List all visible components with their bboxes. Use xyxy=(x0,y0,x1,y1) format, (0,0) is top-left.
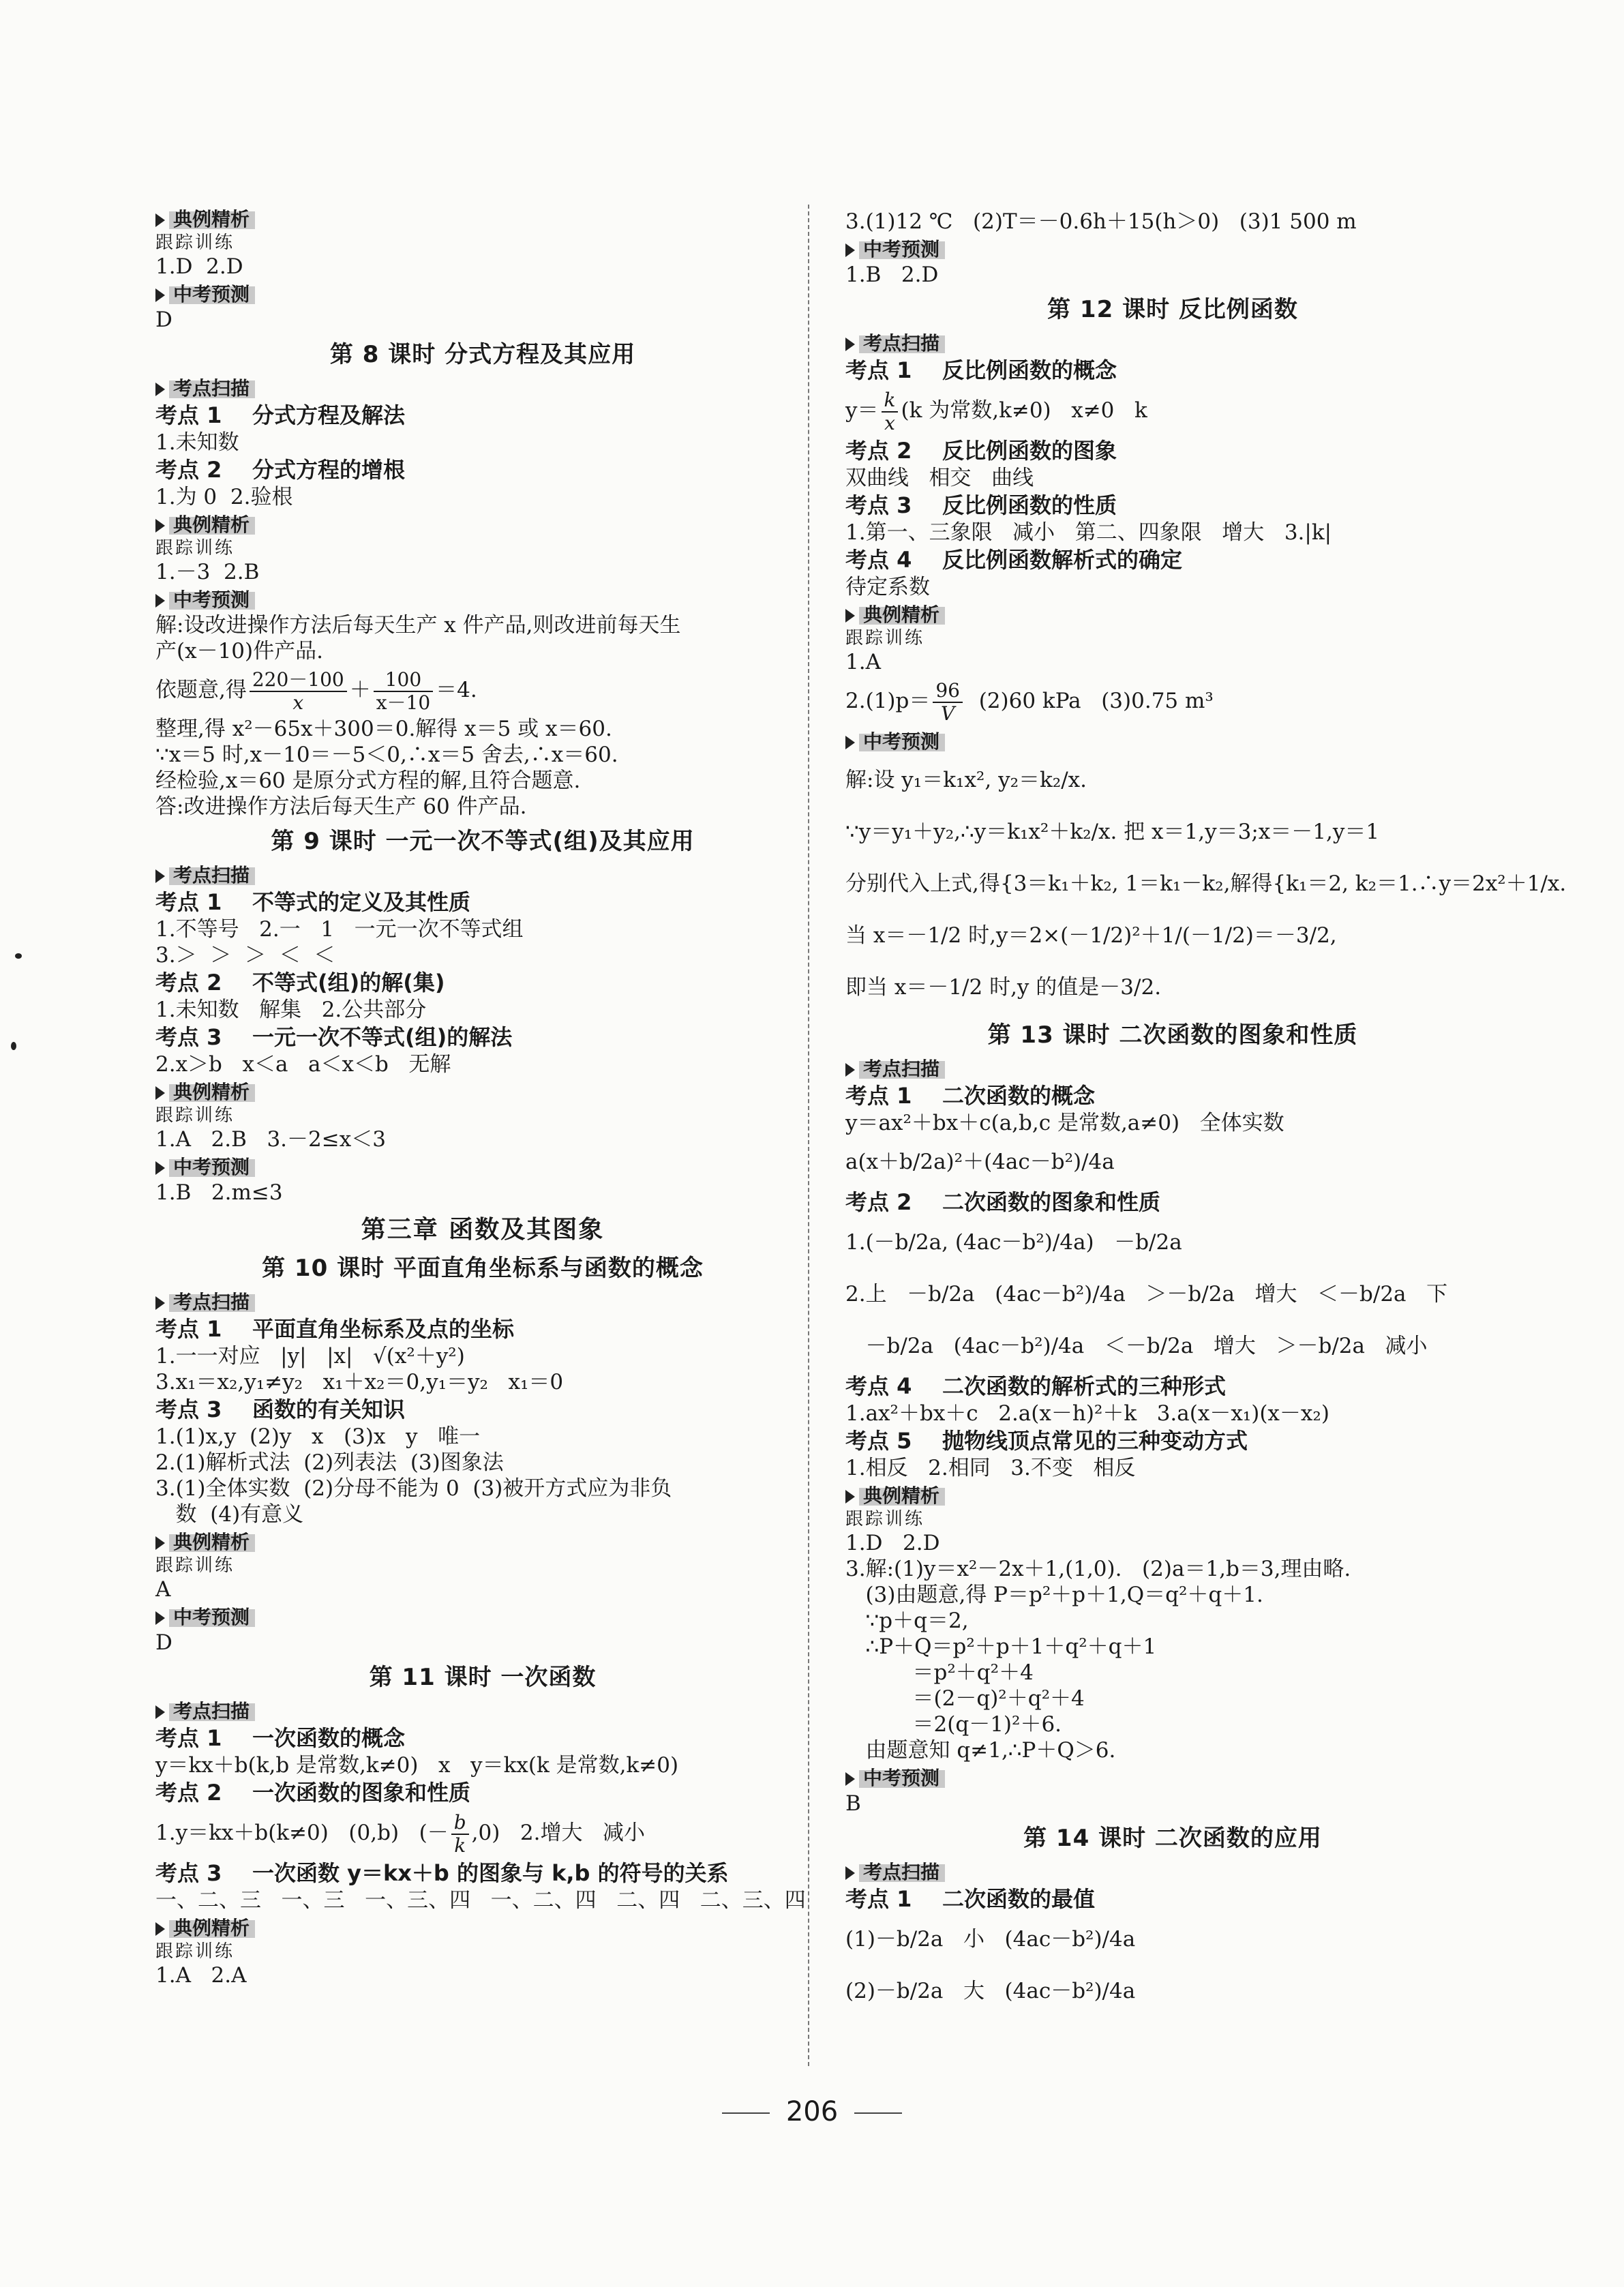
section-example: 典例精析 xyxy=(845,603,942,627)
point-heading: 考点 2 分式方程的增根 xyxy=(155,457,405,483)
subheading-practice: 跟踪训练 xyxy=(155,233,235,253)
solution-line: 当 x＝－1/2 时,y＝2×(－1/2)²＋1/(－1/2)＝－3/2, xyxy=(845,923,1337,948)
point-heading: 考点 1 一次函数的概念 xyxy=(155,1725,405,1751)
fraction: $\frac{k}{x}$ xyxy=(882,391,899,433)
answer-line: B xyxy=(845,1791,861,1816)
answer-line: y＝ax²＋bx＋c(a,b,c 是常数,a≠0) 全体实数 xyxy=(845,1111,1284,1135)
chapter-3-title: 第三章 函数及其图象 xyxy=(361,1216,605,1244)
lesson-10-title: 第 10 课时 平面直角坐标系与函数的概念 xyxy=(262,1255,704,1282)
solution-line: 解:设 y₁＝k₁x², y₂＝k₂/x. xyxy=(845,768,1087,792)
point-heading: 考点 3 一次函数 y＝kx＋b 的图象与 k,b 的符号的关系 xyxy=(155,1860,729,1886)
answer-line: 3.解:(1)y＝x²－2x＋1,(1,0). (2)a＝1,b＝3,理由略. xyxy=(845,1557,1351,1581)
answer-line: 3.x₁＝x₂,y₁≠y₂ x₁＋x₂＝0,y₁＝y₂ x₁＝0 xyxy=(155,1370,564,1394)
section-scan: 考点扫描 xyxy=(155,1290,252,1315)
point-heading: 考点 1 二次函数的概念 xyxy=(845,1083,1095,1109)
lesson-14-title: 第 14 课时 二次函数的应用 xyxy=(1023,1825,1322,1852)
section-prediction: 中考预测 xyxy=(155,1155,252,1180)
subheading-practice: 跟踪训练 xyxy=(155,538,235,558)
section-example: 典例精析 xyxy=(155,1080,252,1105)
answer-line: (3)由题意,得 P＝p²＋p＋1,Q＝q²＋q＋1. xyxy=(845,1583,1263,1607)
subheading-practice: 跟踪训练 xyxy=(845,628,925,648)
answer-line: 1.第一、三象限 减小 第二、四象限 增大 3.|k| xyxy=(845,520,1332,545)
section-prediction: 中考预测 xyxy=(845,1766,942,1791)
solution-line: ∵y＝y₁＋y₂,∴y＝k₁x²＋k₂/x. 把 x＝1,y＝3;x＝－1,y＝1 xyxy=(845,820,1380,844)
point-heading: 考点 3 函数的有关知识 xyxy=(155,1396,405,1422)
section-prediction: 中考预测 xyxy=(155,282,252,307)
fraction: $\frac{b}{k}$ xyxy=(451,1813,469,1855)
section-scan: 考点扫描 xyxy=(845,331,942,356)
answer-line: 待定系数 xyxy=(845,575,930,599)
answer-line: ＝p²＋q²＋4 xyxy=(845,1660,1034,1685)
section-scan: 考点扫描 xyxy=(845,1057,942,1081)
answer-line: 2.上 －b/2a (4ac－b²)/4a ＞－b/2a 增大 ＜－b/2a 下 xyxy=(845,1282,1448,1306)
section-prediction: 中考预测 xyxy=(155,1605,252,1630)
section-prediction: 中考预测 xyxy=(845,730,942,754)
answer-line: 一、二、三 一、三 一、三、四 一、二、四 二、四 二、三、四 xyxy=(155,1888,806,1913)
point-heading: 考点 5 抛物线顶点常见的三种变动方式 xyxy=(845,1428,1248,1454)
answer-line: 2.(1)解析式法 (2)列表法 (3)图象法 xyxy=(155,1450,504,1475)
point-heading: 考点 1 平面直角坐标系及点的坐标 xyxy=(155,1316,514,1342)
point-heading: 考点 2 一次函数的图象和性质 xyxy=(155,1780,470,1806)
solution-line: 答:改进操作方法后每天生产 60 件产品. xyxy=(155,794,527,819)
subheading-practice: 跟踪训练 xyxy=(845,1509,925,1529)
point-heading: 考点 3 反比例函数的性质 xyxy=(845,492,1117,518)
right-column xyxy=(845,209,1567,2017)
point-heading: 考点 2 反比例函数的图象 xyxy=(845,438,1117,464)
page-number-dash-left xyxy=(722,2112,770,2114)
answer-line: 1.(1)x,y (2)y x (3)x y 唯一 xyxy=(155,1424,481,1449)
point-heading: 考点 1 反比例函数的概念 xyxy=(845,357,1117,383)
solution-line: 解:设改进操作方法后每天生产 x 件产品,则改进前每天生 xyxy=(155,613,681,638)
answer-line: －b/2a (4ac－b²)/4a ＜－b/2a 增大 ＞－b/2a 减小 xyxy=(845,1334,1428,1358)
answer-line: D xyxy=(155,308,172,332)
subheading-practice: 跟踪训练 xyxy=(155,1555,235,1576)
section-example: 典例精析 xyxy=(155,1530,252,1555)
point-heading: 考点 3 一元一次不等式(组)的解法 xyxy=(155,1024,513,1050)
answer-line: 1.y＝kx＋b(k≠0) (0,b) (－ $\frac{b}{k}$ ,0) 2.增大 减小 xyxy=(155,1810,646,1857)
answer-line: D xyxy=(155,1630,172,1655)
page-number-dash-right xyxy=(854,2112,902,2114)
solution-line: 产(x－10)件产品. xyxy=(155,639,323,663)
answer-line: 1.不等号 2.一 1 一元一次不等式组 xyxy=(155,917,524,942)
lesson-12-title: 第 12 课时 反比例函数 xyxy=(1047,296,1298,323)
answer-line: ＝(2－q)²＋q²＋4 xyxy=(845,1686,1085,1711)
answer-line: 1.ax²＋bx＋c 2.a(x－h)²＋k 3.a(x－x₁)(x－x₂) xyxy=(845,1401,1329,1426)
point-heading: 考点 1 不等式的定义及其性质 xyxy=(155,889,470,915)
answer-line: y＝kx＋b(k,b 是常数,k≠0) x y＝kx(k 是常数,k≠0) xyxy=(155,1753,679,1778)
subheading-practice: 跟踪训练 xyxy=(155,1105,235,1126)
answer-line: 1.未知数 xyxy=(155,430,239,455)
answer-line: ∵p＋q＝2, xyxy=(845,1609,969,1633)
point-heading: 考点 4 反比例函数解析式的确定 xyxy=(845,547,1182,573)
answer-line: 3.(1)12 ℃ (2)T＝－0.6h＋15(h＞0) (3)1 500 m xyxy=(845,209,1357,234)
answer-line: 3.＞ ＞ ＞ ＜ ＜ xyxy=(155,943,335,968)
solution-line: 整理,得 x²－65x＋300＝0.解得 x＝5 或 x＝60. xyxy=(155,717,612,741)
answer-line: 1.D 2.D xyxy=(845,1531,940,1555)
fraction: $\frac{96}{V}$ xyxy=(933,681,963,723)
answer-line: 双曲线 相交 曲线 xyxy=(845,466,1034,490)
lesson-13-title: 第 13 课时 二次函数的图象和性质 xyxy=(987,1021,1358,1049)
scan-speck xyxy=(15,953,22,959)
section-prediction: 中考预测 xyxy=(155,588,252,612)
answer-line: 1.－3 2.B xyxy=(155,560,260,584)
section-scan: 考点扫描 xyxy=(155,863,252,888)
fraction: $\frac{220-100}{x}$ xyxy=(250,670,347,713)
point-heading: 考点 2 不等式(组)的解(集) xyxy=(155,970,445,996)
point-heading: 考点 2 二次函数的图象和性质 xyxy=(845,1189,1160,1215)
answer-line: (2)－b/2a 大 (4ac－b²)/4a xyxy=(845,1979,1136,2003)
point-heading: 考点 1 分式方程及解法 xyxy=(155,402,405,428)
answer-line: y＝ $\frac{k}{x}$ (k 为常数,k≠0) x≠0 k xyxy=(845,388,1147,434)
section-example: 典例精析 xyxy=(155,1916,252,1941)
answer-line: ＝2(q－1)²＋6. xyxy=(845,1712,1062,1737)
section-example: 典例精析 xyxy=(155,207,252,232)
lesson-9-title: 第 9 课时 一元一次不等式(组)及其应用 xyxy=(271,828,695,855)
answer-line: 1.B 2.m≤3 xyxy=(155,1180,283,1205)
answer-line: A xyxy=(155,1577,171,1602)
section-example: 典例精析 xyxy=(155,513,252,537)
answer-line: 2.(1)p＝ $\frac{96}{V}$ (2)60 kPa (3)0.75 m³ xyxy=(845,678,1214,725)
answer-line: (1)－b/2a 小 (4ac－b²)/4a xyxy=(845,1927,1136,1952)
answer-line: 1.未知数 解集 2.公共部分 xyxy=(155,998,427,1022)
solution-line: 即当 x＝－1/2 时,y 的值是－3/2. xyxy=(845,975,1162,1000)
lesson-11-title: 第 11 课时 一次函数 xyxy=(369,1664,597,1691)
answer-line: 由题意知 q≠1,∴P＋Q＞6. xyxy=(845,1738,1116,1763)
section-scan: 考点扫描 xyxy=(845,1860,942,1885)
section-example: 典例精析 xyxy=(845,1484,942,1508)
answer-line: 1.B 2.D xyxy=(845,263,939,287)
answer-line: 1.D 2.D xyxy=(155,254,243,279)
solution-line: 经检验,x＝60 是原分式方程的解,且符合题意. xyxy=(155,768,581,793)
answer-line: 1.A 2.A xyxy=(155,1963,247,1988)
section-scan: 考点扫描 xyxy=(155,1699,252,1724)
page-number-text: 206 xyxy=(785,2096,839,2127)
lesson-8-title: 第 8 课时 分式方程及其应用 xyxy=(329,341,636,368)
answer-line: 1.相反 2.相同 3.不变 相反 xyxy=(845,1456,1136,1480)
answer-line: 1.(－b/2a, (4ac－b²)/4a) －b/2a xyxy=(845,1230,1182,1255)
answer-line: a(x＋b/2a)²＋(4ac－b²)/4a xyxy=(845,1150,1115,1174)
point-heading: 考点 1 二次函数的最值 xyxy=(845,1886,1095,1912)
page-number xyxy=(0,2095,1624,2129)
answer-line: 2.x＞b x＜a a＜x＜b 无解 xyxy=(155,1052,451,1077)
solution-line: ∵x＝5 时,x－10＝－5＜0,∴x＝5 舍去,∴x＝60. xyxy=(155,743,618,767)
section-prediction: 中考预测 xyxy=(845,237,942,262)
answer-line: 3.(1)全体实数 (2)分母不能为 0 (3)被开方式应为非负 xyxy=(155,1476,672,1501)
subheading-practice: 跟踪训练 xyxy=(155,1941,235,1962)
point-heading: 考点 4 二次函数的解析式的三种形式 xyxy=(845,1373,1226,1399)
answer-line: 1.为 0 2.验根 xyxy=(155,485,293,509)
answer-line: 1.A xyxy=(845,650,881,674)
answer-line: 1.A 2.B 3.－2≤x＜3 xyxy=(155,1127,386,1152)
left-column xyxy=(155,205,810,1988)
fraction: $\frac{100}{x-10}$ xyxy=(374,670,433,713)
scan-speck xyxy=(11,1042,16,1050)
section-scan: 考点扫描 xyxy=(155,376,252,401)
solution-equation: 依题意,得 $\frac{220-100}{x}$ ＋ $\frac{100}{x-10}$ ＝4. xyxy=(155,668,477,714)
answer-line: 1.一一对应 |y| |x| √(x²＋y²) xyxy=(155,1344,465,1369)
answer-line: 数 (4)有意义 xyxy=(155,1502,304,1527)
solution-line: 分别代入上式,得{3＝k₁＋k₂, 1＝k₁－k₂,解得{k₁＝2, k₂＝1.∴y＝2x²＋1/x. xyxy=(845,871,1567,896)
answer-line: ∴P＋Q＝p²＋p＋1＋q²＋q＋1 xyxy=(845,1634,1157,1659)
